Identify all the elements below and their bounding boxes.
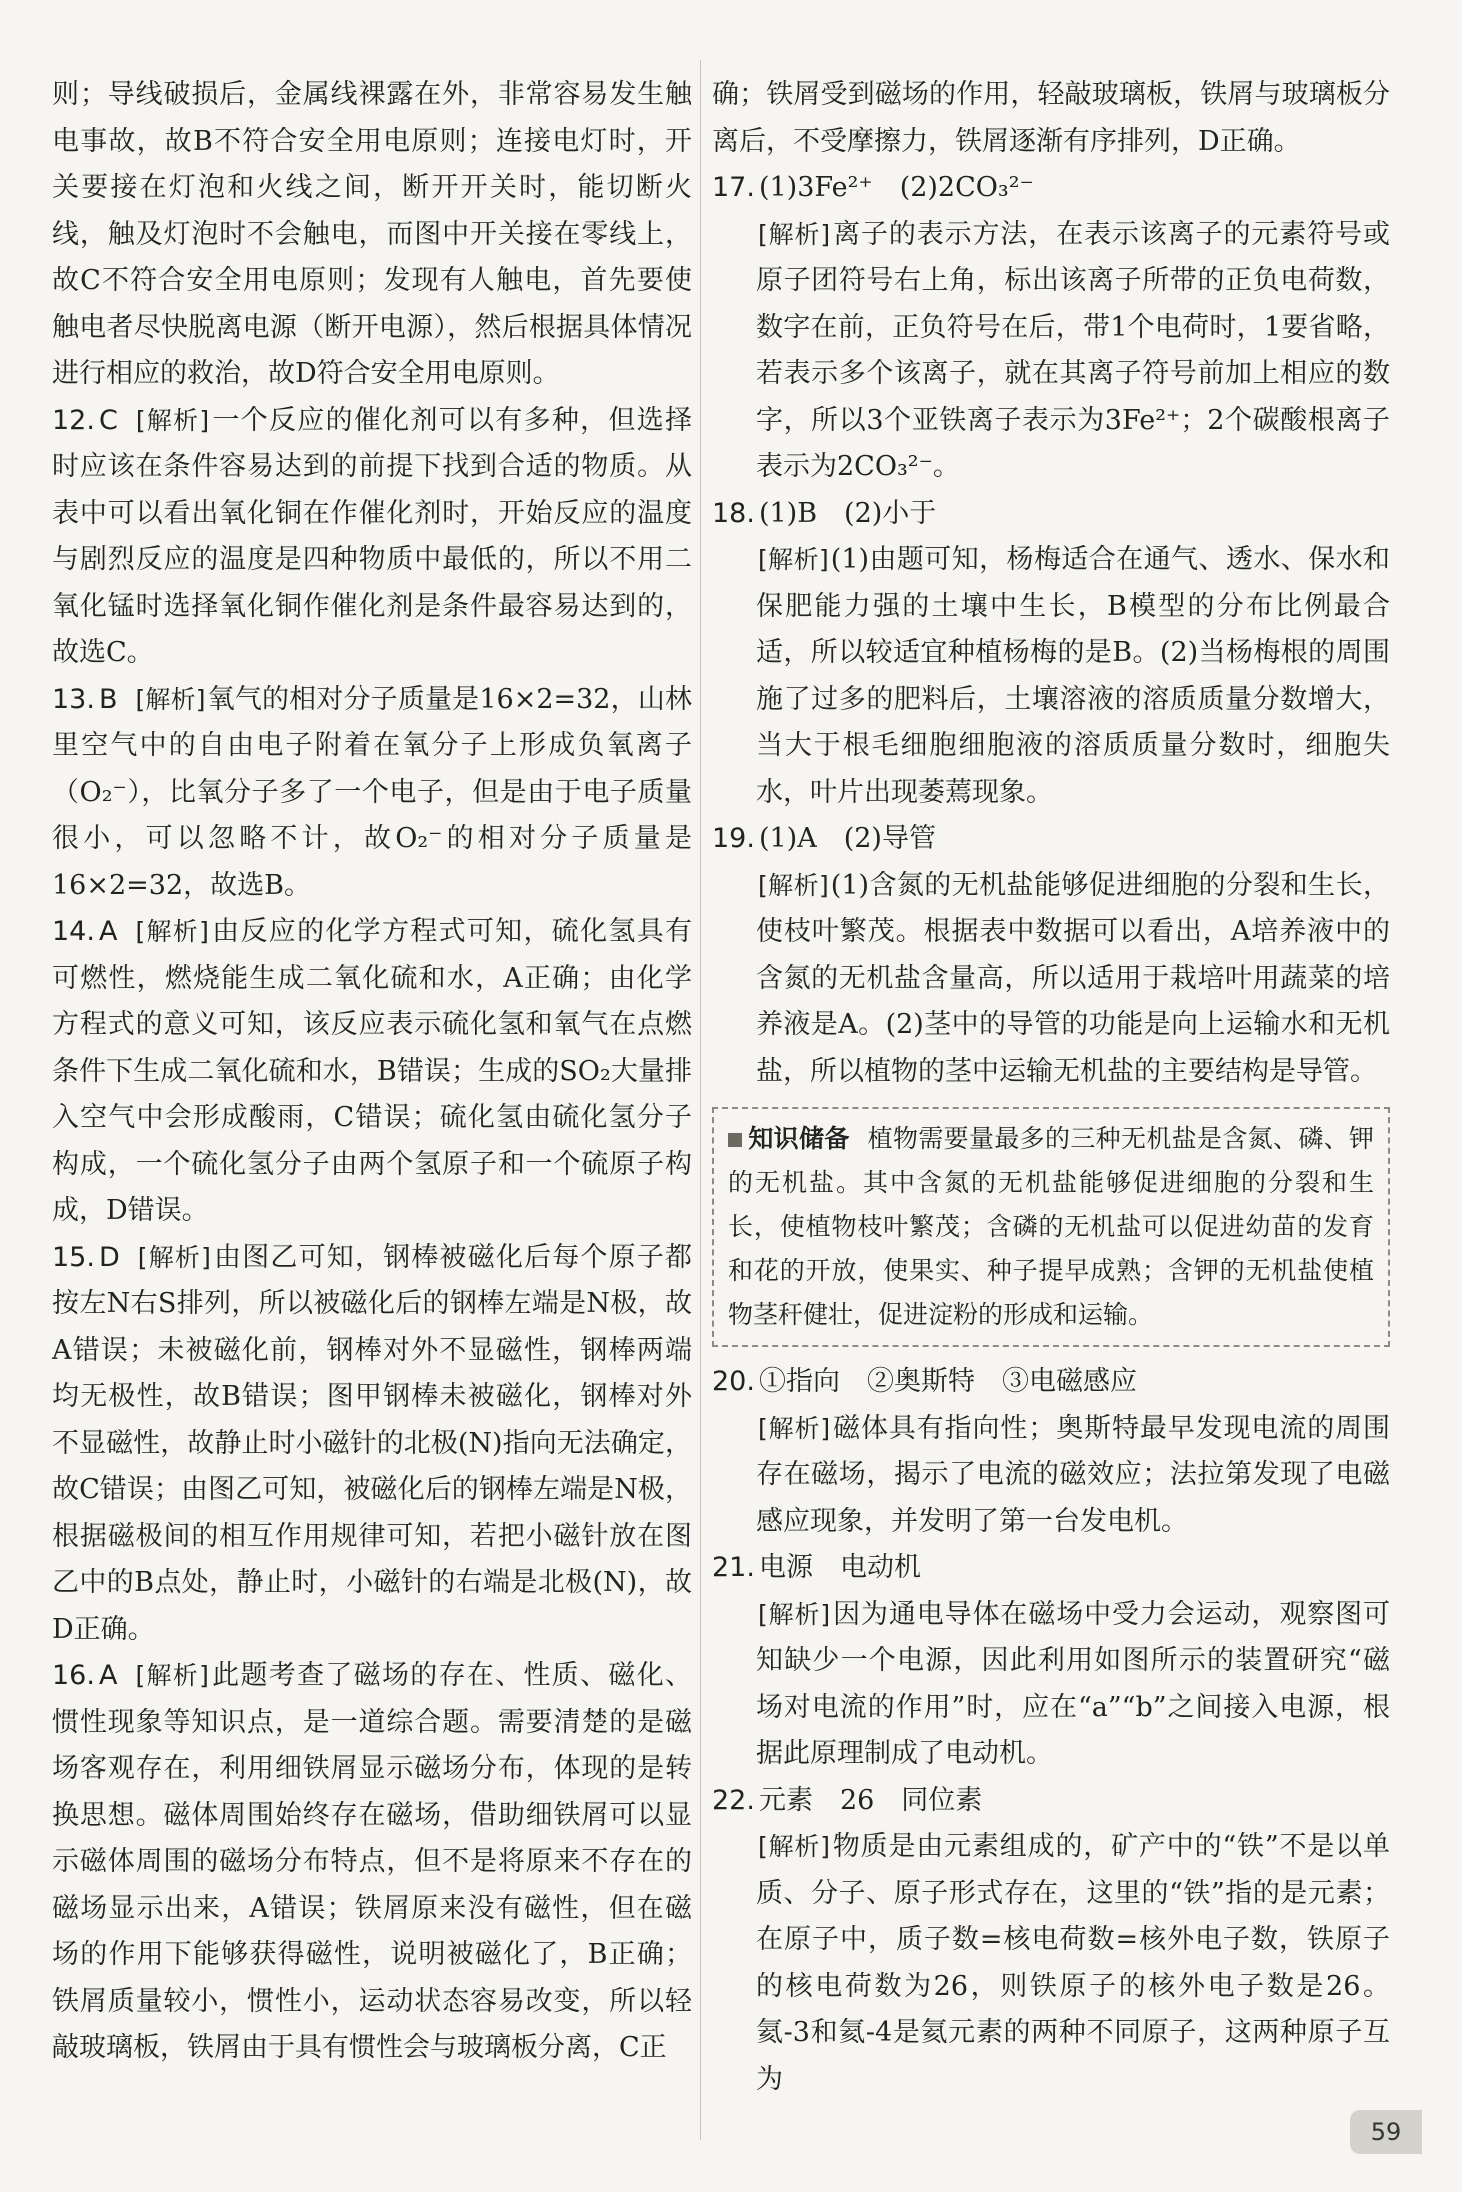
answer-item-12: 12. C [解析]一个反应的催化剂可以有多种，但选择时应该在条件容易达到的前提下找到合适的物质。从表中可以看出氧化铜在作催化剂时，开始反应的温度与剧烈反应的温度是四种物质中最低的，所以不用二氧化锰时选择氧化铜作催化剂是条件最容易达到的，故选C。 [52, 404, 692, 668]
explanation-17: [解析]离子的表示方法，在表示该离子的元素符号或原子团符号右上角，标出该离子所带的正负电荷数，数字在前，正负符号在后，带1个电荷时，1要省略，若表示多个该离子，就在其离子符号前加上相应的数字，所以3个亚铁离子表示为3Fe²⁺；2个碳酸根离子表示为2CO₃²⁻。 [756, 218, 1390, 482]
answer-item-21: 21. 电源 电动机 [712, 1552, 921, 1583]
note-text: 植物需要量最多的三种无机盐是含氮、磷、钾的无机盐。其中含氮的无机盐能够促进细胞的分裂和生长，使植物枝叶繁茂；含磷的无机盐可以促进幼苗的发育和花的开放，使果实、种子提早成熟；含钾的无机盐使植物茎秆健壮，促进淀粉的形成和运输。 [728, 1124, 1374, 1329]
answer-item-13: 13. B [解析]氧气的相对分子质量是16×2=32，山林里空气中的自由电子附着在氧分子上形成负氧离子（O₂⁻），比氧分子多了一个电子，但是由于电子质量很小，可以忽略不计，故O₂⁻的相对分子质量是16×2=32，故选B。 [52, 683, 692, 901]
answer-item-14: 14. A [解析]由反应的化学方程式可知，硫化氢具有可燃性，燃烧能生成二氧化硫和水，A正确；由化学方程式的意义可知，该反应表示硫化氢和氧气在点燃条件下生成二氧化硫和水，B错误；生成的SO₂大量排入空气中会形成酸雨，C错误；硫化氢由硫化氢分子构成，一个硫化氢分子由两个氢原子和一个硫原子构成，D错误。 [52, 916, 692, 1226]
explanation-21: [解析]因为通电导体在磁场中受力会运动，观察图可知缺少一个电源，因此利用如图所示的装置研究“磁场对电流的作用”时，应在“a”“b”之间接入电源，根据此原理制成了电动机。 [756, 1598, 1390, 1769]
note-title: 知识储备 [728, 1124, 850, 1153]
answer-item-22: 22. 元素 26 同位素 [712, 1784, 983, 1816]
explanation-18: [解析](1)由题可知，杨梅适合在通气、透水、保水和保肥能力强的土壤中生长，B模型的分布比例最合适，所以较适宜种植杨梅的是B。(2)当杨梅根的周围施了过多的肥料后，土壤溶液的溶质质量分数增大，当大于根毛细胞细胞液的溶质质量分数时，细胞失水，叶片出现萎蔫现象。 [756, 544, 1391, 808]
right-column [712, 72, 1390, 2103]
answer-item-17: 17. (1)3Fe²⁺ (2)2CO₃²⁻ [712, 172, 1034, 203]
carry-over-text: 确；铁屑受到磁场的作用，轻敲玻璃板，铁屑与玻璃板分离后，不受摩擦力，铁屑逐渐有序排列，D正确。 [712, 79, 1390, 157]
answer-item-15: 15. D [解析]由图乙可知，钢棒被磁化后每个原子都按左N右S排列，所以被磁化后的钢棒左端是N极，故A错误；未被磁化前，钢棒对外不显磁性，钢棒两端均无极性，故B错误；图甲钢棒未被磁化，钢棒对外不显磁性，故静止时小磁针的北极(N)指向无法确定，故C错误；由图乙可知，被磁化后的钢棒左端是N极，根据磁极间的相互作用规律可知，若把小磁针放在图乙中的B点处，静止时，小磁针的右端是北极(N)，故D正确。 [52, 1241, 693, 1645]
column-divider [700, 60, 701, 2140]
explanation-22: [解析]物质是由元素组成的，矿产中的“铁”不是以单质、分子、原子形式存在，这里的“铁”指的是元素；在原子中，质子数=核电荷数=核外电子数，铁原子的核电荷数为26，则铁原子的核外电子数是26。氦-3和氦-4是氦元素的两种不同原子，这两种原子互为 [756, 1831, 1390, 2095]
explanation-19: [解析](1)含氮的无机盐能够促进细胞的分裂和生长，使枝叶繁茂。根据表中数据可以看出，A培养液中的含氮的无机盐含量高，所以适用于栽培叶用蔬菜的培养液是A。(2)茎中的导管的功能是向上运输水和无机盐，所以植物的茎中运输无机盐的主要结构是导管。 [756, 869, 1391, 1087]
answer-item-20: 20. ①指向 ②奥斯特 ③电磁感应 [712, 1366, 1137, 1397]
page-number: 59 [1350, 2110, 1422, 2154]
answer-item-18: 18. (1)B (2)小于 [712, 497, 937, 529]
carry-over-text: 则；导线破损后，金属线裸露在外，非常容易发生触电事故，故B不符合安全用电原则；连接电灯时，开关要接在灯泡和火线之间，断开开关时，能切断火线，触及灯泡时不会触电，而图中开关接在零线上，故C不符合安全用电原则；发现有人触电，首先要使触电者尽快脱离电源（断开电源），然后根据具体情况进行相应的救治，故D符合安全用电原则。 [52, 79, 692, 389]
left-column [52, 72, 692, 2072]
explanation-20: [解析]磁体具有指向性；奥斯特最早发现电流的周围存在磁场，揭示了电流的磁效应；法拉第发现了电磁感应现象，并发明了第一台发电机。 [756, 1412, 1390, 1537]
answer-item-19: 19. (1)A (2)导管 [712, 823, 936, 854]
knowledge-note-box [712, 1107, 1390, 1347]
answer-item-16: 16. A [解析]此题考查了磁场的存在、性质、磁化、惯性现象等知识点，是一道综合题。需要清楚的是磁场客观存在，利用细铁屑显示磁场分布，体现的是转换思想。磁体周围始终存在磁场，借助细铁屑可以显示磁体周围的磁场分布特点，但不是将原来不存在的磁场显示出来，A错误；铁屑原来没有磁性，但在磁场的作用下能够获得磁性，说明被磁化了，B正确；铁屑质量较小，惯性小，运动状态容易改变，所以轻敲玻璃板，铁屑由于具有惯性会与玻璃板分离，C正 [52, 1660, 692, 2063]
